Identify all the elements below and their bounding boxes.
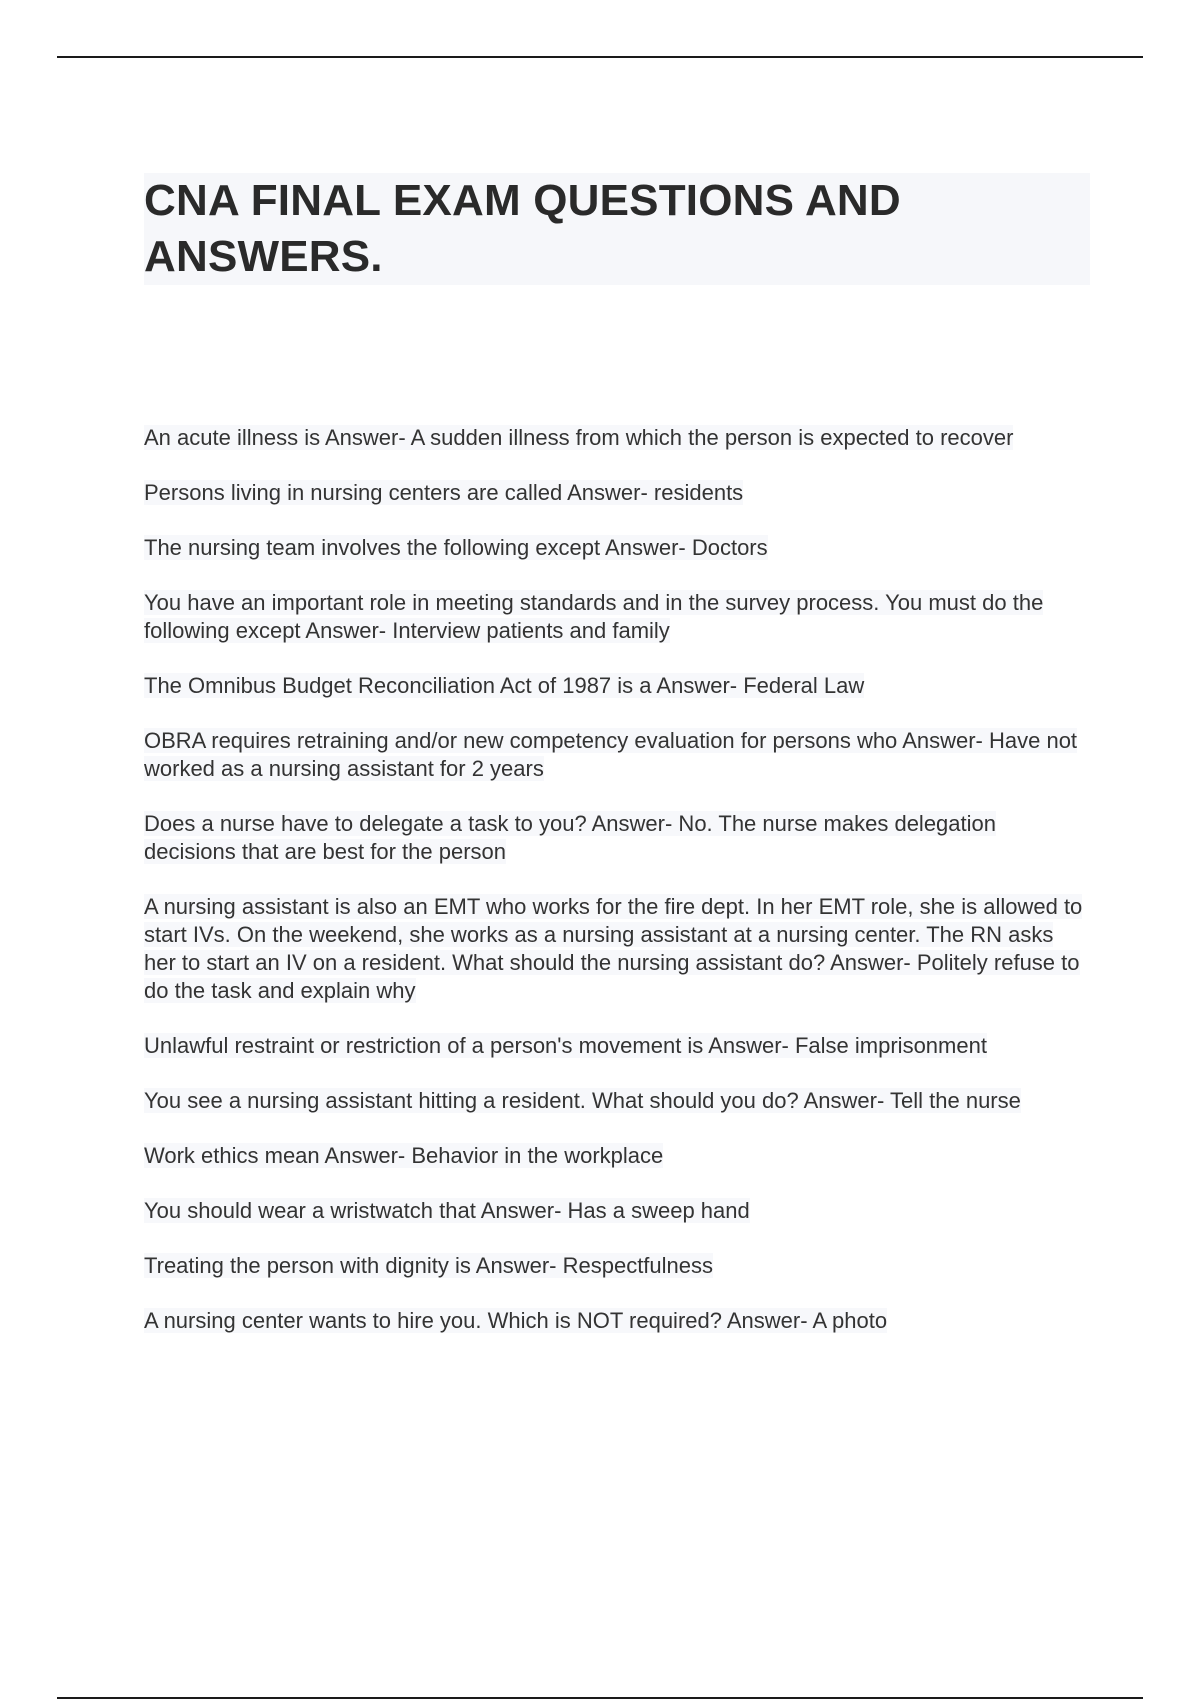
qa-text: An acute illness is Answer- A sudden illness from which the person is expected to recover — [144, 425, 1014, 450]
qa-item — [144, 479, 1090, 507]
qa-item — [144, 672, 1090, 700]
qa-text: Treating the person with dignity is Answer- Respectfulness — [144, 1253, 714, 1278]
qa-text: A nursing center wants to hire you. Which is NOT required? Answer- A photo — [144, 1308, 888, 1333]
qa-item — [144, 727, 1090, 783]
qa-text: A nursing assistant is also an EMT who works for the fire dept. In her EMT role, she is allowed to start IVs. On the weekend, she works as a nursing assistant at a nursing center. The RN asks her to start an IV on a resident. What should the nursing assistant do? Answer- Politely refuse to do the task and explain why — [144, 894, 1083, 1003]
qa-text: The nursing team involves the following except Answer- Doctors — [144, 535, 768, 560]
qa-text: OBRA requires retraining and/or new competency evaluation for persons who Answer- Have not worked as a nursing assistant for 2 years — [144, 728, 1078, 781]
qa-text: Persons living in nursing centers are called Answer- residents — [144, 480, 744, 505]
document-title: CNA FINAL EXAM QUESTIONS AND ANSWERS. — [144, 176, 901, 281]
footer-rule — [57, 1697, 1143, 1699]
qa-text: You have an important role in meeting standards and in the survey process. You must do the following except Answer- Interview patients and family — [144, 590, 1044, 643]
qa-item — [144, 1252, 1090, 1280]
qa-item — [144, 534, 1090, 562]
qa-item — [144, 1087, 1090, 1115]
qa-text: Unlawful restraint or restriction of a person's movement is Answer- False imprisonment — [144, 1033, 987, 1058]
qa-text: Does a nurse have to delegate a task to you? Answer- No. The nurse makes delegation decisions that are best for the person — [144, 811, 996, 864]
qa-item — [144, 893, 1090, 1005]
qa-item — [144, 424, 1090, 452]
qa-item — [144, 1142, 1090, 1170]
qa-item — [144, 589, 1090, 645]
qa-text: The Omnibus Budget Reconciliation Act of 1987 is a Answer- Federal Law — [144, 673, 865, 698]
qa-text: You should wear a wristwatch that Answer- Has a sweep hand — [144, 1198, 750, 1223]
header-rule — [57, 56, 1143, 58]
qa-item — [144, 1307, 1090, 1335]
qa-text: You see a nursing assistant hitting a resident. What should you do? Answer- Tell the nurse — [144, 1088, 1021, 1113]
qa-item — [144, 810, 1090, 866]
title-block — [144, 173, 1090, 285]
qa-item — [144, 1032, 1090, 1060]
qa-item — [144, 1197, 1090, 1225]
qa-list — [144, 424, 1090, 1362]
qa-text: Work ethics mean Answer- Behavior in the workplace — [144, 1143, 664, 1168]
